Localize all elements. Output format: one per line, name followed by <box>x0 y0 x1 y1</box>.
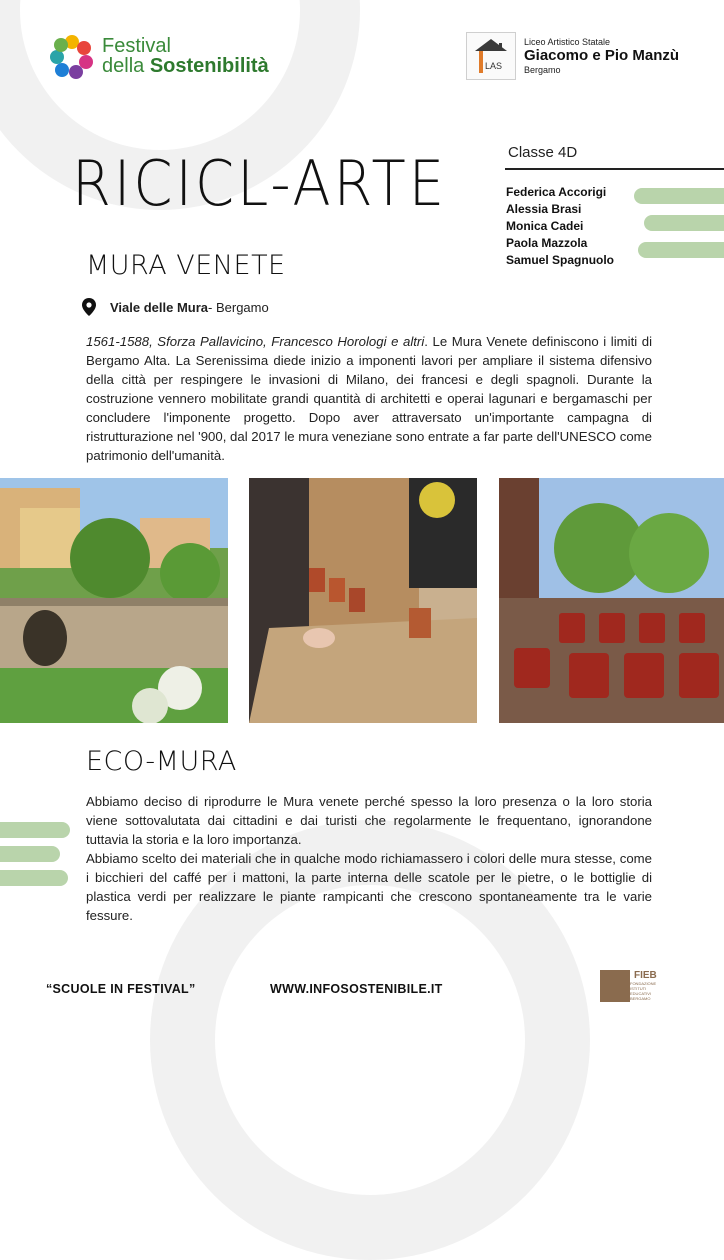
decor-bar <box>644 215 724 231</box>
decor-bar <box>0 822 70 838</box>
decor-bar <box>638 242 724 258</box>
eco-mura-para1: Abbiamo deciso di riprodurre le Mura venete perché spesso la loro presenza o la loro storia viene sottovalutata dai cittadini e dai turisti che regolarmente le frequentano, ignorandone tuttavia la storia e la loro importanza. <box>86 794 652 847</box>
fieb-sub: FONDAZIONE ISTITUTI EDUCATIVI BERGAMO <box>630 981 657 1001</box>
student-name: Monica Cadei <box>506 219 584 233</box>
section-title-mura-venete: MURA VENETE <box>86 250 286 281</box>
eco-mura-description <box>86 792 652 925</box>
decor-bar <box>0 846 60 862</box>
student-name: Samuel Spagnuolo <box>506 253 615 267</box>
mura-venete-description <box>86 332 652 465</box>
section-title-eco-mura: ECO-MURA <box>86 746 237 777</box>
festival-line2-b: Sostenibilità <box>149 55 269 77</box>
fieb-label: FIEB <box>634 970 657 981</box>
las-logo-icon <box>466 32 516 80</box>
fieb-logo <box>600 970 664 1002</box>
school-logo <box>466 32 679 80</box>
page-title: RICICL-ARTE <box>72 148 448 221</box>
student-name: Alessia Brasi <box>506 202 582 216</box>
decor-bar <box>0 870 68 886</box>
photo-coffee-cups <box>499 478 724 723</box>
location-line <box>82 298 269 316</box>
decor-bar <box>634 188 724 204</box>
school-name: Giacomo e Pio Manzù <box>524 47 680 65</box>
festival-logo <box>48 32 269 80</box>
location-street: Viale delle Mura <box>110 299 209 315</box>
school-type: Liceo Artistico Statale <box>524 37 611 48</box>
student-list <box>506 184 614 269</box>
class-divider <box>505 168 724 170</box>
flower-logo-icon <box>48 32 96 80</box>
class-label: Classe 4D <box>508 144 578 161</box>
festival-line1: Festival <box>102 35 171 57</box>
map-pin-icon <box>82 298 96 316</box>
mura-venete-intro: 1561-1588, Sforza Pallavicino, Francesco Horologi e altri <box>86 334 425 349</box>
student-name: Paola Mazzola <box>506 236 588 250</box>
fieb-emblem-icon <box>600 970 630 1002</box>
footer-website-link[interactable]: WWW.INFOSOSTENIBILE.IT <box>270 982 443 996</box>
mura-venete-body: . Le Mura Venete definiscono i limiti di Bergamo Alta. La Serenissima diede inizio a imponenti lavori per ampliare il sistema difensivo della città per respingere le invasioni di Milano, dei francesi e degli spagnoli. Durante la costruzione vennero mobilitate grandi quantità di architetti e operai lagunari e bergamaschi per concludere l'imponente progetto. Dopo aver attraversato un'importante campagna di ristrutturazione nel '900, dal 2017 le mura veneziane sono entrate a far parte dell'UNESCO come patrimonio dell'umanità. <box>86 334 653 463</box>
student-name: Federica Accorigi <box>506 185 607 199</box>
location-city: - Bergamo <box>208 299 269 315</box>
decor-circle-bottom-inner <box>215 885 525 1195</box>
festival-line2-a: della <box>102 55 150 77</box>
school-city: Bergamo <box>524 64 561 75</box>
footer-scuole: “SCUOLE IN FESTIVAL” <box>46 982 196 996</box>
las-label: LAS <box>485 61 503 71</box>
photo-workshop <box>249 478 477 723</box>
photo-mura-venete <box>0 478 228 723</box>
eco-mura-para2: Abbiamo scelto dei materiali che in qualche modo richiamassero i colori delle mura stesse, come i bicchieri del caffé per i mattoni, la parte interna delle scatole per le pietre, o le bottiglie di plastica verdi per realizzare le piante rampicanti che crescono spontaneamente tra le varie fessure. <box>86 851 652 923</box>
